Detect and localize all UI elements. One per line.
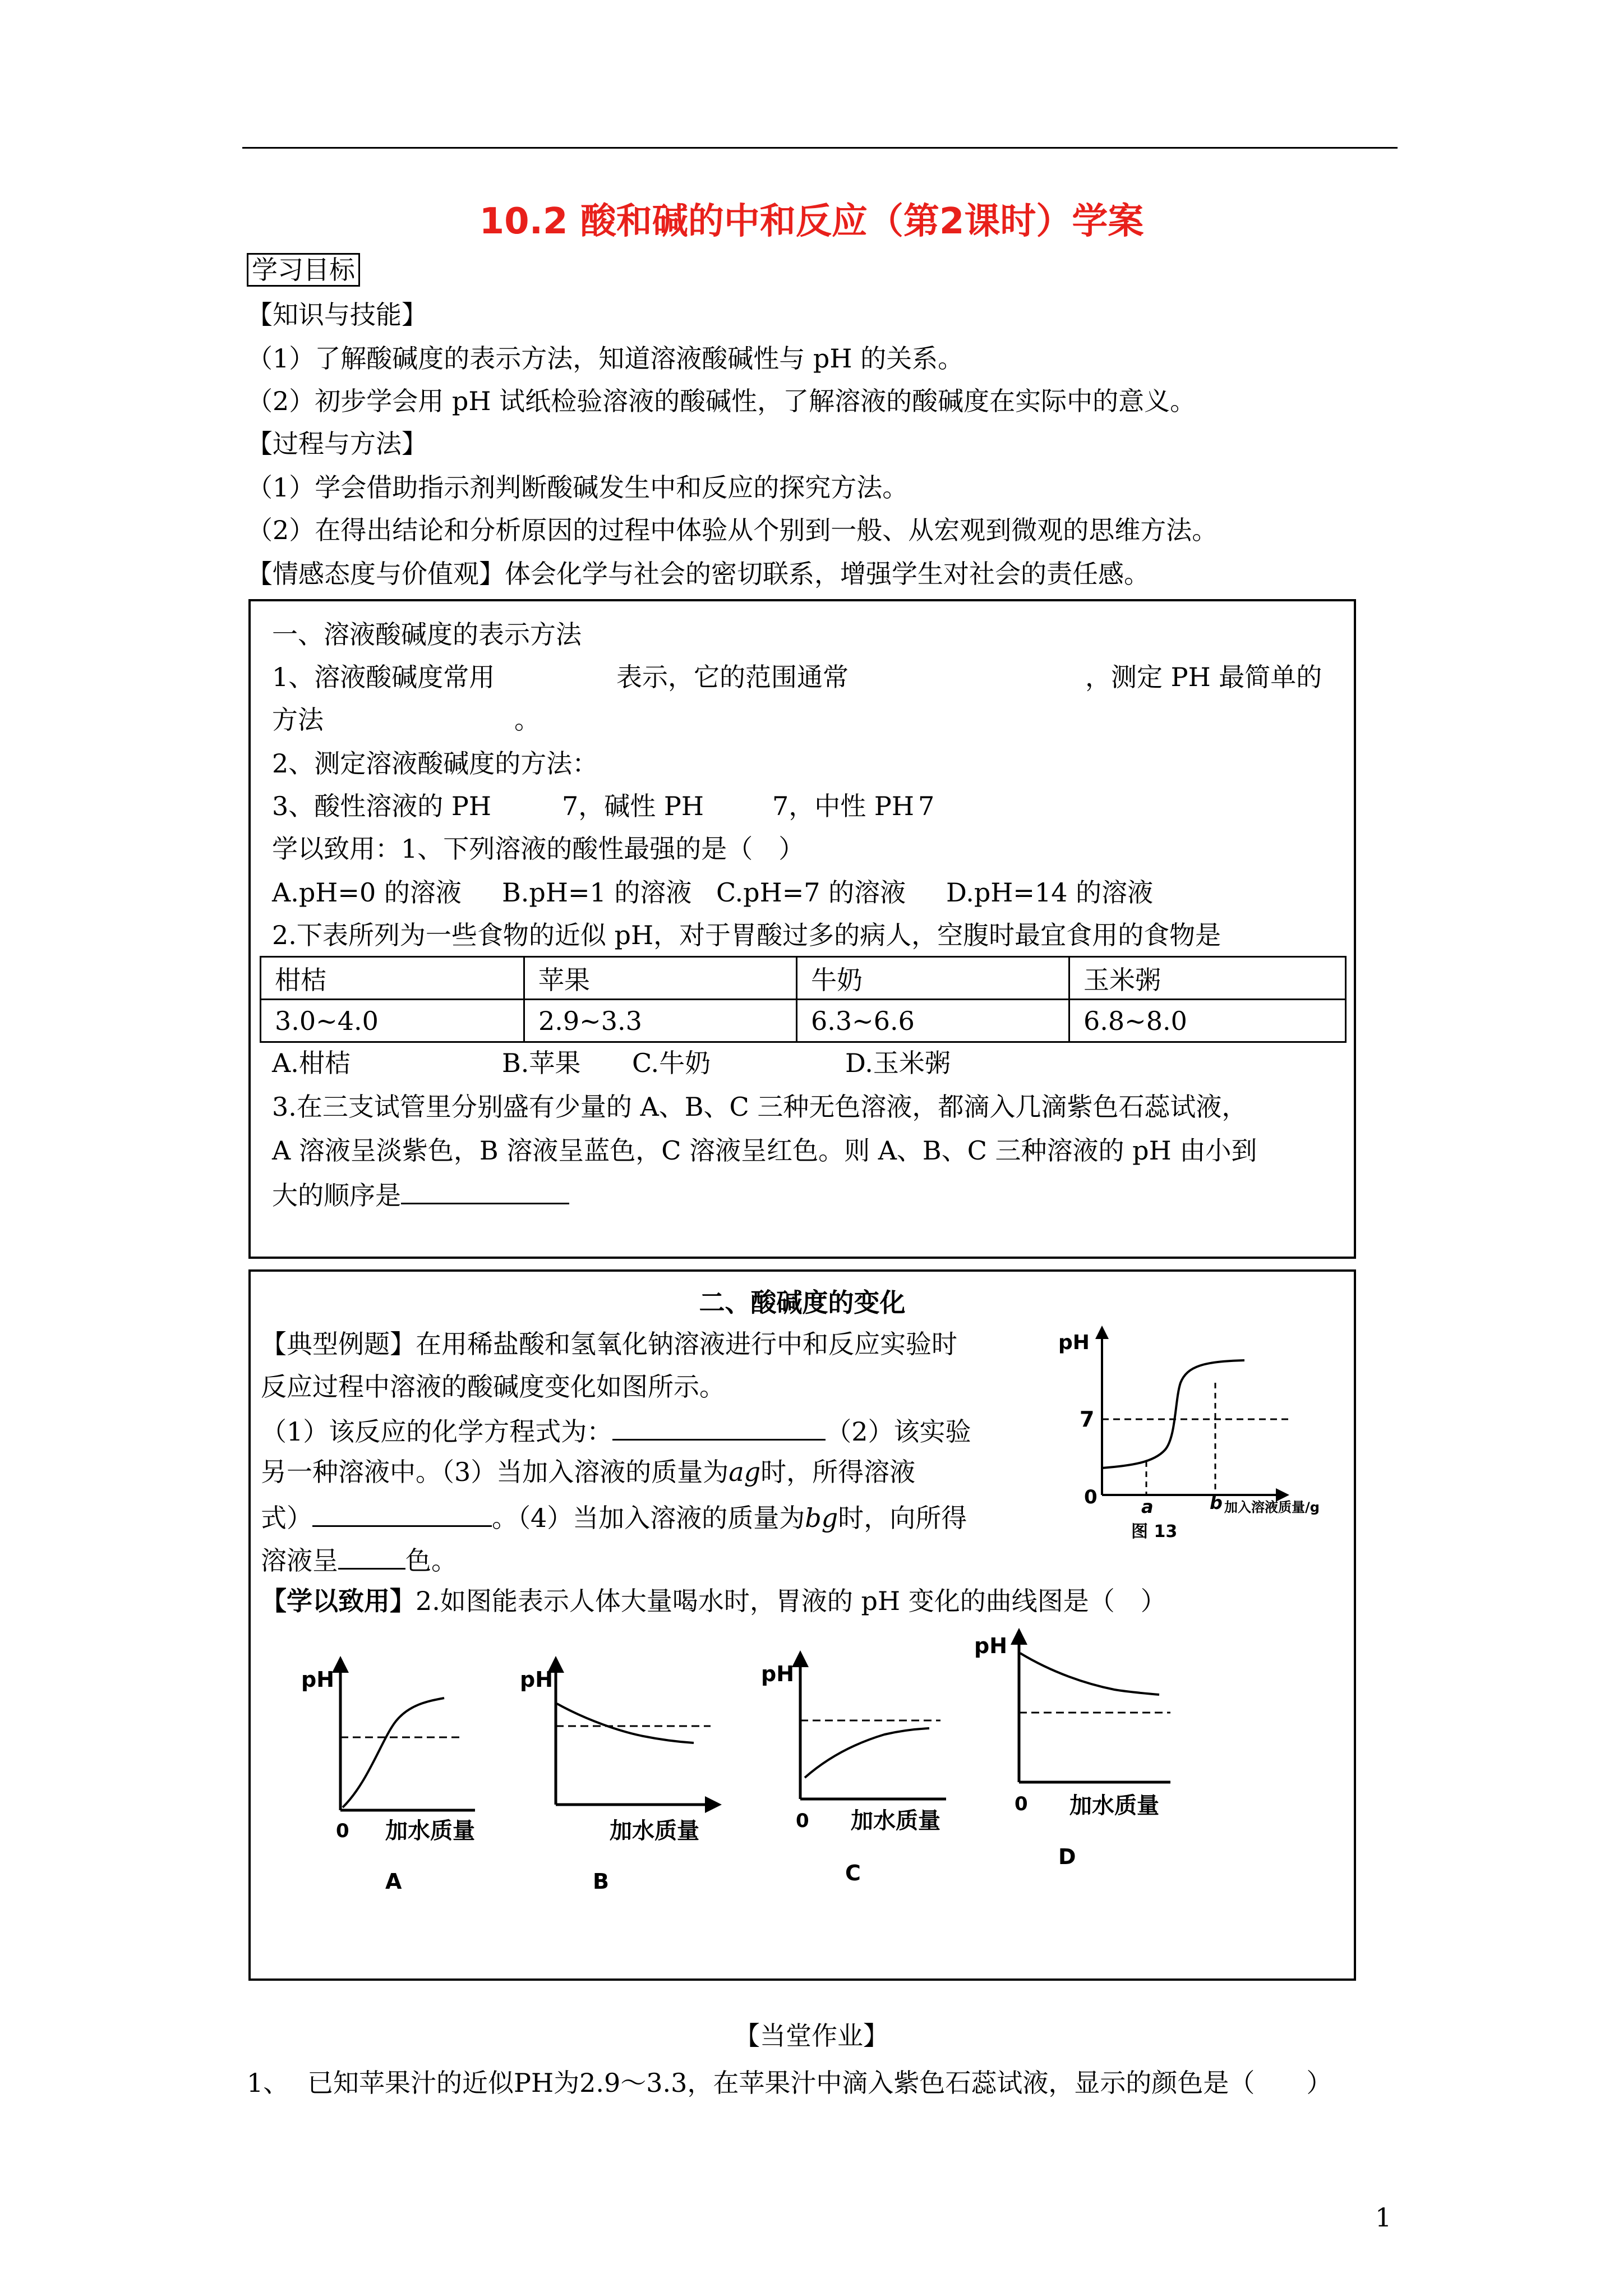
header-rule: [242, 147, 1398, 149]
example-line4: 另一种溶液中。（3）当加入溶液的质量为ag时，所得溶液: [261, 1457, 916, 1487]
graph-origin: 0: [336, 1820, 349, 1842]
graph-y-label: pH: [520, 1667, 554, 1692]
answer-blank: [338, 1542, 405, 1570]
section2-box: [248, 1269, 1356, 1981]
fig13-y-label: pH: [1058, 1331, 1090, 1354]
graph-y-label: pH: [301, 1667, 335, 1692]
graph-origin: 0: [1015, 1793, 1028, 1815]
q1-option-a: A.pH=0 的溶液: [272, 877, 462, 908]
graph-x-label: 加水质量: [385, 1818, 475, 1844]
table-cell: 6.8~8.0: [1069, 1000, 1346, 1042]
fig13-a-label: a: [1141, 1496, 1154, 1517]
ph-curve: [1020, 1653, 1159, 1695]
process-heading: 【过程与方法】: [247, 429, 427, 459]
graph-y-label: pH: [974, 1634, 1008, 1658]
q1-option-d: D.pH=14 的溶液: [946, 877, 1154, 908]
ph-curve: [343, 1698, 444, 1807]
section1-line2b: 。: [514, 705, 540, 735]
homework-q1-number: 1、: [247, 2068, 289, 2098]
table-row: [261, 957, 1346, 1000]
page-number: 1: [1375, 2202, 1392, 2233]
example-line1: 【典型例题】在用稀盐酸和氢氧化钠溶液进行中和反应实验时: [261, 1329, 957, 1359]
answer-blank: [612, 1413, 826, 1441]
page-title: 10.2 酸和碱的中和反应（第2课时）学案: [479, 201, 1144, 242]
question-2: 2.下表所列为一些食物的近似 pH，对于胃酸过多的病人，空腹时最宜食用的食物是: [272, 920, 1221, 950]
knowledge-heading: 【知识与技能】: [247, 300, 427, 330]
ph-curve: [805, 1728, 929, 1778]
example-line5: 式） 。（4）当加入溶液的质量为bg时，向所得: [261, 1499, 967, 1534]
graph-x-label: 加水质量: [851, 1808, 940, 1834]
table-cell: 2.9~3.3: [524, 1000, 797, 1042]
q2-option-c: C.牛奶: [632, 1048, 711, 1078]
answer-blank: [401, 1177, 569, 1204]
graph-letter: A: [385, 1869, 402, 1894]
section1-line3: 2、测定溶液酸碱度的方法：: [272, 748, 598, 779]
graph-origin: 0: [796, 1810, 809, 1832]
graph-letter: D: [1058, 1844, 1076, 1866]
section1-box: [248, 599, 1356, 1259]
example-line6: 溶液呈 色。: [261, 1542, 457, 1577]
example-line2: 反应过程中溶液的酸碱度变化如图所示。: [261, 1372, 725, 1402]
apply-question: 【学以致用】2.如图能表示人体大量喝水时，胃液的 pH 变化的曲线图是（ ）: [261, 1586, 1166, 1616]
section1-line4b: 7，碱性 PH: [562, 791, 704, 821]
fig13-b-label: b: [1210, 1492, 1223, 1513]
knowledge-item-1: （1）了解酸碱度的表示方法，知道溶液酸碱性与 pH 的关系。: [247, 343, 964, 374]
question-3-line1: 3.在三支试管里分别盛有少量的 A、B、C 三种无色溶液，都滴入几滴紫色石蕊试液，: [272, 1092, 1248, 1122]
table-cell: 苹果: [524, 957, 797, 1000]
q1-option-b: B.pH=1 的溶液: [502, 877, 692, 908]
section1-line2a: 方法: [272, 705, 324, 735]
homework-q1: 已知苹果汁的近似PH为2.9～3.3，在苹果汁中滴入紫色石蕊试液，显示的颜色是（ ）: [307, 2068, 1332, 2098]
figure-13: [1036, 1310, 1327, 1545]
graph-d: [963, 1614, 1187, 1866]
graph-letter: B: [593, 1869, 609, 1889]
process-item-2: （2）在得出结论和分析原因的过程中体验从个别到一般、从宏观到微观的思维方法。: [247, 515, 1218, 545]
q2-option-a: A.柑桔: [272, 1048, 351, 1078]
question-3-line2: A 溶液呈淡紫色，B 溶液呈蓝色，C 溶液呈红色。则 A、B、C 三种溶液的 pH 由小到: [272, 1135, 1257, 1166]
table-cell: 牛奶: [797, 957, 1069, 1000]
objectives-label: 学习目标: [247, 254, 360, 286]
graph-a: [284, 1642, 497, 1894]
example-line3: （1）该反应的化学方程式为： （2）该实验: [261, 1413, 971, 1448]
graph-letter: C: [845, 1861, 861, 1883]
ph-curve: [557, 1704, 694, 1743]
graph-c: [744, 1631, 957, 1883]
q1-option-c: C.pH=7 的溶液: [716, 877, 906, 908]
homework-title: 【当堂作业】: [734, 2021, 889, 2051]
section1-line1b: 表示，它的范围通常: [616, 662, 849, 692]
fig13-origin: 0: [1084, 1486, 1098, 1508]
food-ph-table: [260, 956, 1347, 1043]
answer-blank: [312, 1499, 492, 1527]
section1-line4c: 7，中性 PH: [772, 791, 914, 821]
question-1: 学以致用：1、下列溶液的酸性最强的是（ ）: [272, 834, 805, 864]
knowledge-item-2: （2）初步学会用 pH 试纸检验溶液的酸碱性，了解溶液的酸碱度在实际中的意义。: [247, 386, 1196, 416]
fig13-caption: 图 13: [1131, 1522, 1178, 1542]
section1-line4a: 3、酸性溶液的 PH: [272, 791, 491, 821]
question-3-line3: 大的顺序是: [272, 1177, 569, 1212]
table-cell: 6.3~6.6: [797, 1000, 1069, 1042]
section1-line4d: 7: [918, 791, 935, 821]
section1-title: 一、溶液酸碱度的表示方法: [272, 619, 582, 650]
table-cell: 柑桔: [261, 957, 524, 1000]
table-cell: 3.0~4.0: [261, 1000, 524, 1042]
attitude-line: 【情感态度与价值观】体会化学与社会的密切联系，增强学生对社会的责任感。: [247, 559, 1150, 589]
graph-x-label: 加水质量: [610, 1818, 699, 1844]
section1-line1a: 1、溶液酸碱度常用: [272, 662, 495, 692]
fig13-seven: 7: [1080, 1407, 1095, 1432]
process-item-1: （1）学会借助指示剂判断酸碱发生中和反应的探究方法。: [247, 472, 909, 503]
section1-line1c: ，测定 PH 最简单的: [1085, 662, 1322, 692]
section2-title: 二、酸碱度的变化: [699, 1287, 906, 1318]
fig13-x-label: 加入溶液质量/g: [1224, 1499, 1320, 1515]
graph-x-label: 加水质量: [1069, 1793, 1159, 1819]
table-cell: 玉米粥: [1069, 957, 1346, 1000]
table-row: [261, 1000, 1346, 1042]
graph-b: [509, 1636, 733, 1889]
q2-option-b: B.苹果: [502, 1048, 581, 1078]
graph-y-label: pH: [761, 1662, 795, 1686]
q2-option-d: D.玉米粥: [845, 1048, 951, 1078]
